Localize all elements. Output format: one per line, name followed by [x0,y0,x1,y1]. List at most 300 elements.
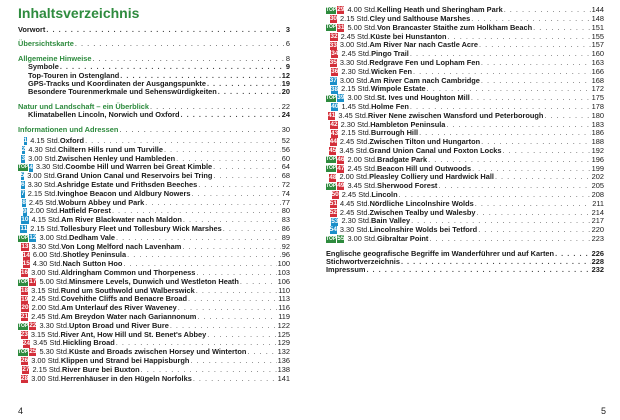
tour-duration: 3.30 Std. [339,57,370,67]
tour-page: 188 [591,137,604,147]
top-badge-placeholder [18,296,20,303]
tour-number-badge: 9 [22,207,27,215]
tour-entry[interactable] [326,200,604,209]
tour-duration: 2.45 Std. [341,49,372,59]
toc-entry-page: 30 [281,124,290,134]
tour-name: Pleasley Colliery und Hardwick Hall [369,172,494,182]
leader-dots [164,146,281,154]
tour-number-badge: 47 [337,164,345,172]
leader-dots [504,6,591,14]
tour-duration: 3.45 Std. [33,338,63,348]
tour-page: 151 [591,22,604,32]
tour-page: 100 [277,259,290,269]
top-badge-placeholder [326,60,329,67]
tour-duration: 5.00 Std. [39,276,70,286]
toc-entry-page: 12 [281,70,290,80]
toc-entry-page: 6 [285,39,290,49]
tour-page: 136 [277,356,290,366]
toc-entry-page: 3 [285,25,290,34]
top-tour-badge: TOP [18,278,29,285]
tour-name: Ivinghoe Beacon und Aldbury Nowers [57,188,191,198]
tour-duration: 2.45 Std. [339,137,370,147]
top-badge-placeholder [326,148,328,155]
tour-page: 125 [277,329,290,339]
tour-number-badge: 48 [329,173,337,181]
tour-duration: 2.00 Std. [31,303,62,313]
tour-number-badge: 43 [331,129,339,137]
tour-number-badge: 46 [337,155,345,163]
tour-number-badge: 22 [29,322,37,330]
toc-entry-label: Informationen und Adressen [18,124,119,134]
tour-name: Am Unterlauf des River Waveney [61,303,177,313]
tour-number-badge: 30 [329,15,338,23]
tour-name: River Bure bei Buxton [62,364,140,374]
tour-name: Rund um Southwold und Walberswick [60,285,195,295]
leader-dots [193,375,277,383]
top-tour-badge: TOP [18,348,29,355]
leader-dots [476,209,590,217]
toc-entry[interactable] [18,88,290,96]
top-badge-placeholder [18,226,19,233]
tour-name: Chiltern Hills rund um Turville [57,144,163,154]
tour-page: 86 [281,224,290,234]
top-badge-placeholder [18,331,20,338]
tour-duration: 3.15 Std. [31,285,61,295]
tour-page: 217 [591,216,604,226]
leader-dots [207,331,276,339]
tour-page: 214 [591,207,604,217]
tour-duration: 5.30 Std. [39,347,70,357]
top-badge-placeholder [326,130,330,137]
tour-duration: 1.45 Std. [341,101,372,111]
tour-page: 110 [278,285,290,295]
top-badge-placeholder [326,209,329,216]
toc-entry-page: 20 [281,87,290,97]
toc-entry[interactable] [326,258,604,266]
tour-duration: 4.45 Std. [339,198,370,208]
top-badge-placeholder [326,139,329,146]
tour-number-badge: 37 [329,76,337,84]
leader-dots [213,163,281,171]
tour-number-badge: 52 [329,208,337,216]
tour-page: 192 [591,145,604,155]
leader-dots [198,181,281,189]
tour-number-badge: 34 [331,50,339,58]
tour-name: Pingo Trail [371,49,409,59]
toc-entry[interactable] [18,111,290,119]
tour-duration: 2.15 Std. [32,364,63,374]
tour-duration: 3.45 Std. [347,181,378,191]
top-badge-placeholder [18,367,21,374]
tour-duration: 2.45 Std. [28,197,59,207]
tour-page: 157 [591,40,604,50]
tour-duration: 3.45 Std. [339,145,369,155]
tour-page: 52 [281,136,290,146]
toc-entry-label: Übersichtskarte [18,39,74,49]
toc-entry-label: Vorwort [18,25,46,34]
tour-page: 68 [281,171,290,181]
leader-dots [223,225,281,233]
leader-dots [181,111,281,119]
tour-name: Hambleton Peninsula [370,119,446,129]
toc-entry-label: Klimatabellen Lincoln, Norwich und Oxford [28,110,180,120]
tour-name: Kelling Heath und Sheringham Park [377,5,503,15]
tour-number-badge: 50 [331,191,339,199]
tour-number-badge: 33 [329,41,337,49]
toc-entry-page: 9 [285,62,290,72]
leader-dots [544,112,590,120]
toc-entry[interactable] [326,266,604,274]
toc-entry-page: 232 [591,265,604,275]
tour-number-badge: 13 [21,242,29,250]
top-badge-placeholder [326,33,329,40]
tour-page: 129 [277,338,290,348]
tour-number-badge: 3 [21,154,26,162]
tour-duration: 3.00 Std. [27,171,57,181]
leader-dots [46,26,285,34]
tour-duration: 3.30 Std. [31,241,62,251]
toc-entry-page: 226 [591,248,604,258]
tour-name: Covehithe Cliffs and Benacre Broad [60,294,187,304]
leader-dots [503,147,591,155]
right-page [310,0,620,420]
top-badge-placeholder [326,112,327,119]
tour-number-badge: 36 [331,67,339,75]
tour-page: 172 [591,84,604,94]
tour-name: Von Brancaster Staithe zum Holkham Beach [377,22,533,32]
leader-dots [182,243,280,251]
tour-duration: 2.45 Std. [339,207,370,217]
tour-duration: 2.15 Std. [341,84,371,94]
tour-name: Am River Cam nach Cambridge [369,75,480,85]
toc-entry-label: Allgemeine Hinweise [18,53,92,63]
top-badge-placeholder [18,261,22,268]
tour-entry[interactable] [326,235,604,244]
tour-page: 56 [281,144,290,154]
top-tour-badge: TOP [326,165,337,172]
tour-duration: 5.00 Std. [347,22,378,32]
page-number-left: 4 [18,406,24,416]
tour-duration: 2.15 Std. [341,128,371,138]
tour-name: Minsmere Levels, Dunwich und Westleton Heath [69,276,239,286]
tour-number-badge: 8 [22,198,26,206]
tour-duration: 3.00 Std. [347,233,378,243]
top-badge-placeholder [18,147,21,154]
tour-page: 89 [281,232,290,242]
leader-dots [197,313,277,321]
tour-page: 64 [281,162,290,172]
leader-dots [366,266,590,274]
tour-number-badge: 7 [21,190,25,198]
tour-page: 96 [281,250,290,260]
tour-page: 196 [591,154,604,164]
tour-number-badge: 40 [331,103,339,111]
tour-name: Am River Nar nach Castle Acre [369,40,479,50]
tour-page: 106 [277,276,290,286]
tour-name: Von Long Melford nach Lavenham [61,241,182,251]
top-badge-placeholder [326,51,330,58]
top-tour-badge: TOP [326,6,337,13]
leader-dots [481,77,591,85]
tour-name: Aldringham Common und Thorpeness [60,268,196,278]
tour-number-badge: 28 [20,374,29,382]
tour-name: Coombe Hill und Warren bei Great Kimble [65,162,213,172]
tour-duration: 2.30 Std. [341,66,371,76]
top-badge-placeholder [326,200,329,207]
tour-name: Hatfield Forest [59,206,111,216]
tour-page: 103 [277,268,290,278]
top-badge-placeholder [18,191,20,198]
tour-page: 116 [278,303,290,313]
tour-number-badge: 42 [330,120,338,128]
tour-duration: 2.15 Std. [27,188,58,198]
leader-dots [479,41,591,49]
tour-name: Herrenhäuser in den Hügeln Norfolks [60,373,192,383]
toc-entry-label: Top-Touren in Ostengland [28,70,120,80]
leader-dots [533,24,591,32]
leader-dots [481,59,591,67]
top-badge-placeholder [326,174,328,181]
tour-number-badge: 18 [20,286,29,294]
tour-name: Nach Sutton Hoo [62,259,123,269]
tour-page: 208 [591,189,604,199]
leader-dots [93,55,285,63]
toc-entry-page: 19 [281,78,290,88]
leader-dots [478,226,590,234]
tour-name: Wicken Fen [371,66,413,76]
tour-page: 186 [591,128,604,138]
tour-page: 211 [592,198,604,208]
tour-page: 92 [281,241,290,251]
leader-dots [170,322,277,330]
leader-dots [145,199,281,207]
leader-dots [116,234,281,242]
top-badge-placeholder [18,358,20,365]
tour-page: 178 [591,101,604,111]
tour-duration: 3.45 Std. [338,110,368,120]
tour-number-badge: 51 [329,199,337,207]
tour-number-badge: 20 [21,304,29,312]
tour-number-badge: 5 [20,172,25,180]
top-badge-placeholder [18,208,22,215]
tour-number-badge: 38 [330,85,339,93]
tour-name: Küste bei Hunstanton [370,31,447,41]
top-tour-badge: TOP [18,234,29,241]
leader-dots [207,80,281,88]
toc-entry-page: 22 [281,101,290,111]
leader-dots [555,250,591,258]
tour-number-badge: 12 [29,234,37,242]
leader-dots [75,40,285,48]
tour-duration: 2.00 Std. [339,172,370,182]
leader-dots [413,68,591,76]
tour-page: 119 [278,312,290,322]
leader-dots [196,287,277,295]
tour-number-badge: 27 [22,366,30,374]
tour-number-badge: 44 [329,138,337,146]
tour-name: Grand Union Canal und Reservoirs bei Tring [56,171,213,181]
page-number-right: 5 [600,406,606,416]
top-badge-placeholder [326,227,329,234]
tour-name: Holme Fen [371,101,409,111]
tour-name: Bradgate Park [377,154,428,164]
top-badge-placeholder [18,199,21,206]
tour-number-badge: 39 [337,94,345,102]
tour-duration: 2.15 Std. [340,13,370,23]
top-badge-placeholder [326,86,330,93]
leader-dots [401,258,591,266]
tour-duration: 3.00 Std. [339,40,370,50]
tour-page: 202 [591,172,604,182]
tour-name: Klippen und Strand bei Happisburgh [60,356,190,366]
tour-number-badge: 17 [29,278,37,286]
tour-page: 168 [591,75,604,85]
tour-number-badge: 6 [20,181,25,189]
leader-dots [428,156,591,164]
top-badge-placeholder [326,192,331,199]
tour-page: 80 [281,206,290,216]
tour-duration: 3.00 Std. [339,75,370,85]
tour-duration: 3.15 Std. [30,329,61,339]
tour-name: Oxford [59,136,85,146]
tour-page: 199 [591,163,604,173]
top-tour-badge: TOP [326,94,337,101]
tour-name: River Ant, How Hill und St. Benet's Abbey [60,329,207,339]
tour-name: Zwischen Tilton und Hungarton [369,137,481,147]
tour-name: Burrough Hill [370,128,419,138]
tour-page: 205 [591,181,604,191]
tour-number-badge: 54 [329,226,337,234]
tour-duration: 2.45 Std. [341,189,372,199]
tour-duration: 2.30 Std. [340,119,371,129]
tour-page: 141 [277,373,290,383]
top-tour-badge: TOP [326,24,337,31]
top-badge-placeholder [326,104,330,111]
tour-duration: 2.00 Std. [29,206,60,216]
top-tour-badge: TOP [326,156,337,163]
tour-number-badge: 1 [23,137,28,145]
top-badge-placeholder [18,138,23,145]
leader-dots [429,235,590,243]
tour-number-badge: 35 [329,59,337,67]
tour-name: Zwischen Henley und Hambleden [57,153,176,163]
toc-entry[interactable] [18,26,290,34]
tour-duration: 4.30 Std. [32,259,63,269]
leader-dots [471,94,591,102]
tour-name: Hickling Broad [62,338,115,348]
tour-page: 220 [591,225,604,235]
tour-number-badge: 23 [20,330,28,338]
tour-page: 138 [277,364,290,374]
leader-dots [127,251,281,259]
tour-number-badge: 11 [20,225,28,233]
tour-duration: 2.45 Std. [347,163,378,173]
leader-dots [213,172,280,180]
toc-entry-label: Englische geografische Begriffe im Wanderführer und auf Karten [326,248,555,258]
tour-number-badge: 31 [337,23,345,31]
top-badge-placeholder [18,287,20,294]
tour-duration: 2.00 Std. [347,154,378,164]
tour-name: Am River Blackwater nach Maldon [61,215,182,225]
toc-entry[interactable] [18,126,290,134]
top-badge-placeholder [326,42,329,49]
tour-page: 144 [591,5,604,15]
tour-number-badge: 45 [329,147,337,155]
leader-dots [119,126,280,134]
tour-page: 60 [281,153,290,163]
tour-name: Wimpole Estate [370,84,426,94]
tour-name: St. Ives und Houghton Mill [377,93,470,103]
tour-name: Ashridge Estate und Frithsden Beeches [57,180,198,190]
top-badge-placeholder [18,217,20,224]
tour-duration: 3.00 Std. [31,356,61,366]
top-badge-placeholder [18,252,22,259]
top-badge-placeholder [326,77,329,84]
tour-page: 74 [281,188,290,198]
leader-dots [141,366,277,374]
toc-entry[interactable] [18,40,290,48]
tour-duration: 2.45 Std. [31,294,61,304]
page-title: Inhaltsverzeichnis [18,5,140,21]
tour-duration: 2.15 Std. [30,224,60,234]
top-badge-placeholder [18,173,20,180]
top-badge-placeholder [326,121,329,128]
tour-duration: 2.30 Std. [341,216,372,226]
tour-duration: 3.30 Std. [27,180,58,190]
tour-number-badge: 32 [330,32,338,40]
leader-dots [495,173,591,181]
tour-number-badge: 2 [21,146,26,154]
tour-duration: 6.00 Std. [32,250,63,260]
tour-name: Redgrave Fen und Lopham Fen [369,57,480,67]
tour-number-badge: 4 [29,163,33,171]
tour-page: 155 [591,31,604,41]
top-badge-placeholder [326,16,329,23]
toc-entry-page: 228 [591,256,604,266]
leader-dots [190,357,276,365]
toc-entry-label: Symbole [28,62,59,72]
tour-entry[interactable] [18,374,290,383]
tour-duration: 2.45 Std. [340,31,371,41]
tour-number-badge: 21 [20,313,29,321]
leader-dots [192,190,281,198]
toc-entry-page: 8 [285,53,290,63]
leader-dots [475,200,591,208]
tour-page: 180 [591,110,604,120]
tour-page: 166 [591,66,604,76]
tour-page: 223 [591,233,604,243]
tour-name: Gibraltar Point [377,233,429,243]
toc-entry-label: Impressum [326,265,366,275]
tour-duration: 3.30 Std. [35,162,66,172]
top-badge-placeholder [18,243,20,250]
tour-name: Cley und Salthouse Marshes [369,13,471,23]
tour-name: Dedham Vale [69,232,116,242]
tour-name: Lincoln [371,189,398,199]
toc-right [326,6,604,275]
tour-number-badge: 53 [331,217,339,225]
tour-page: 183 [591,119,604,129]
tour-duration: 4.00 Std. [347,5,378,15]
tour-number-badge: 41 [328,111,336,119]
tour-name: Upton Broad und River Bure [69,320,169,330]
tour-duration: 2.45 Std. [31,312,61,322]
leader-dots [240,278,277,286]
tour-duration: 3.00 Std. [28,153,58,163]
tour-page: 175 [591,93,604,103]
tour-duration: 3.00 Std. [31,373,61,383]
tour-number-badge: 29 [337,6,345,14]
